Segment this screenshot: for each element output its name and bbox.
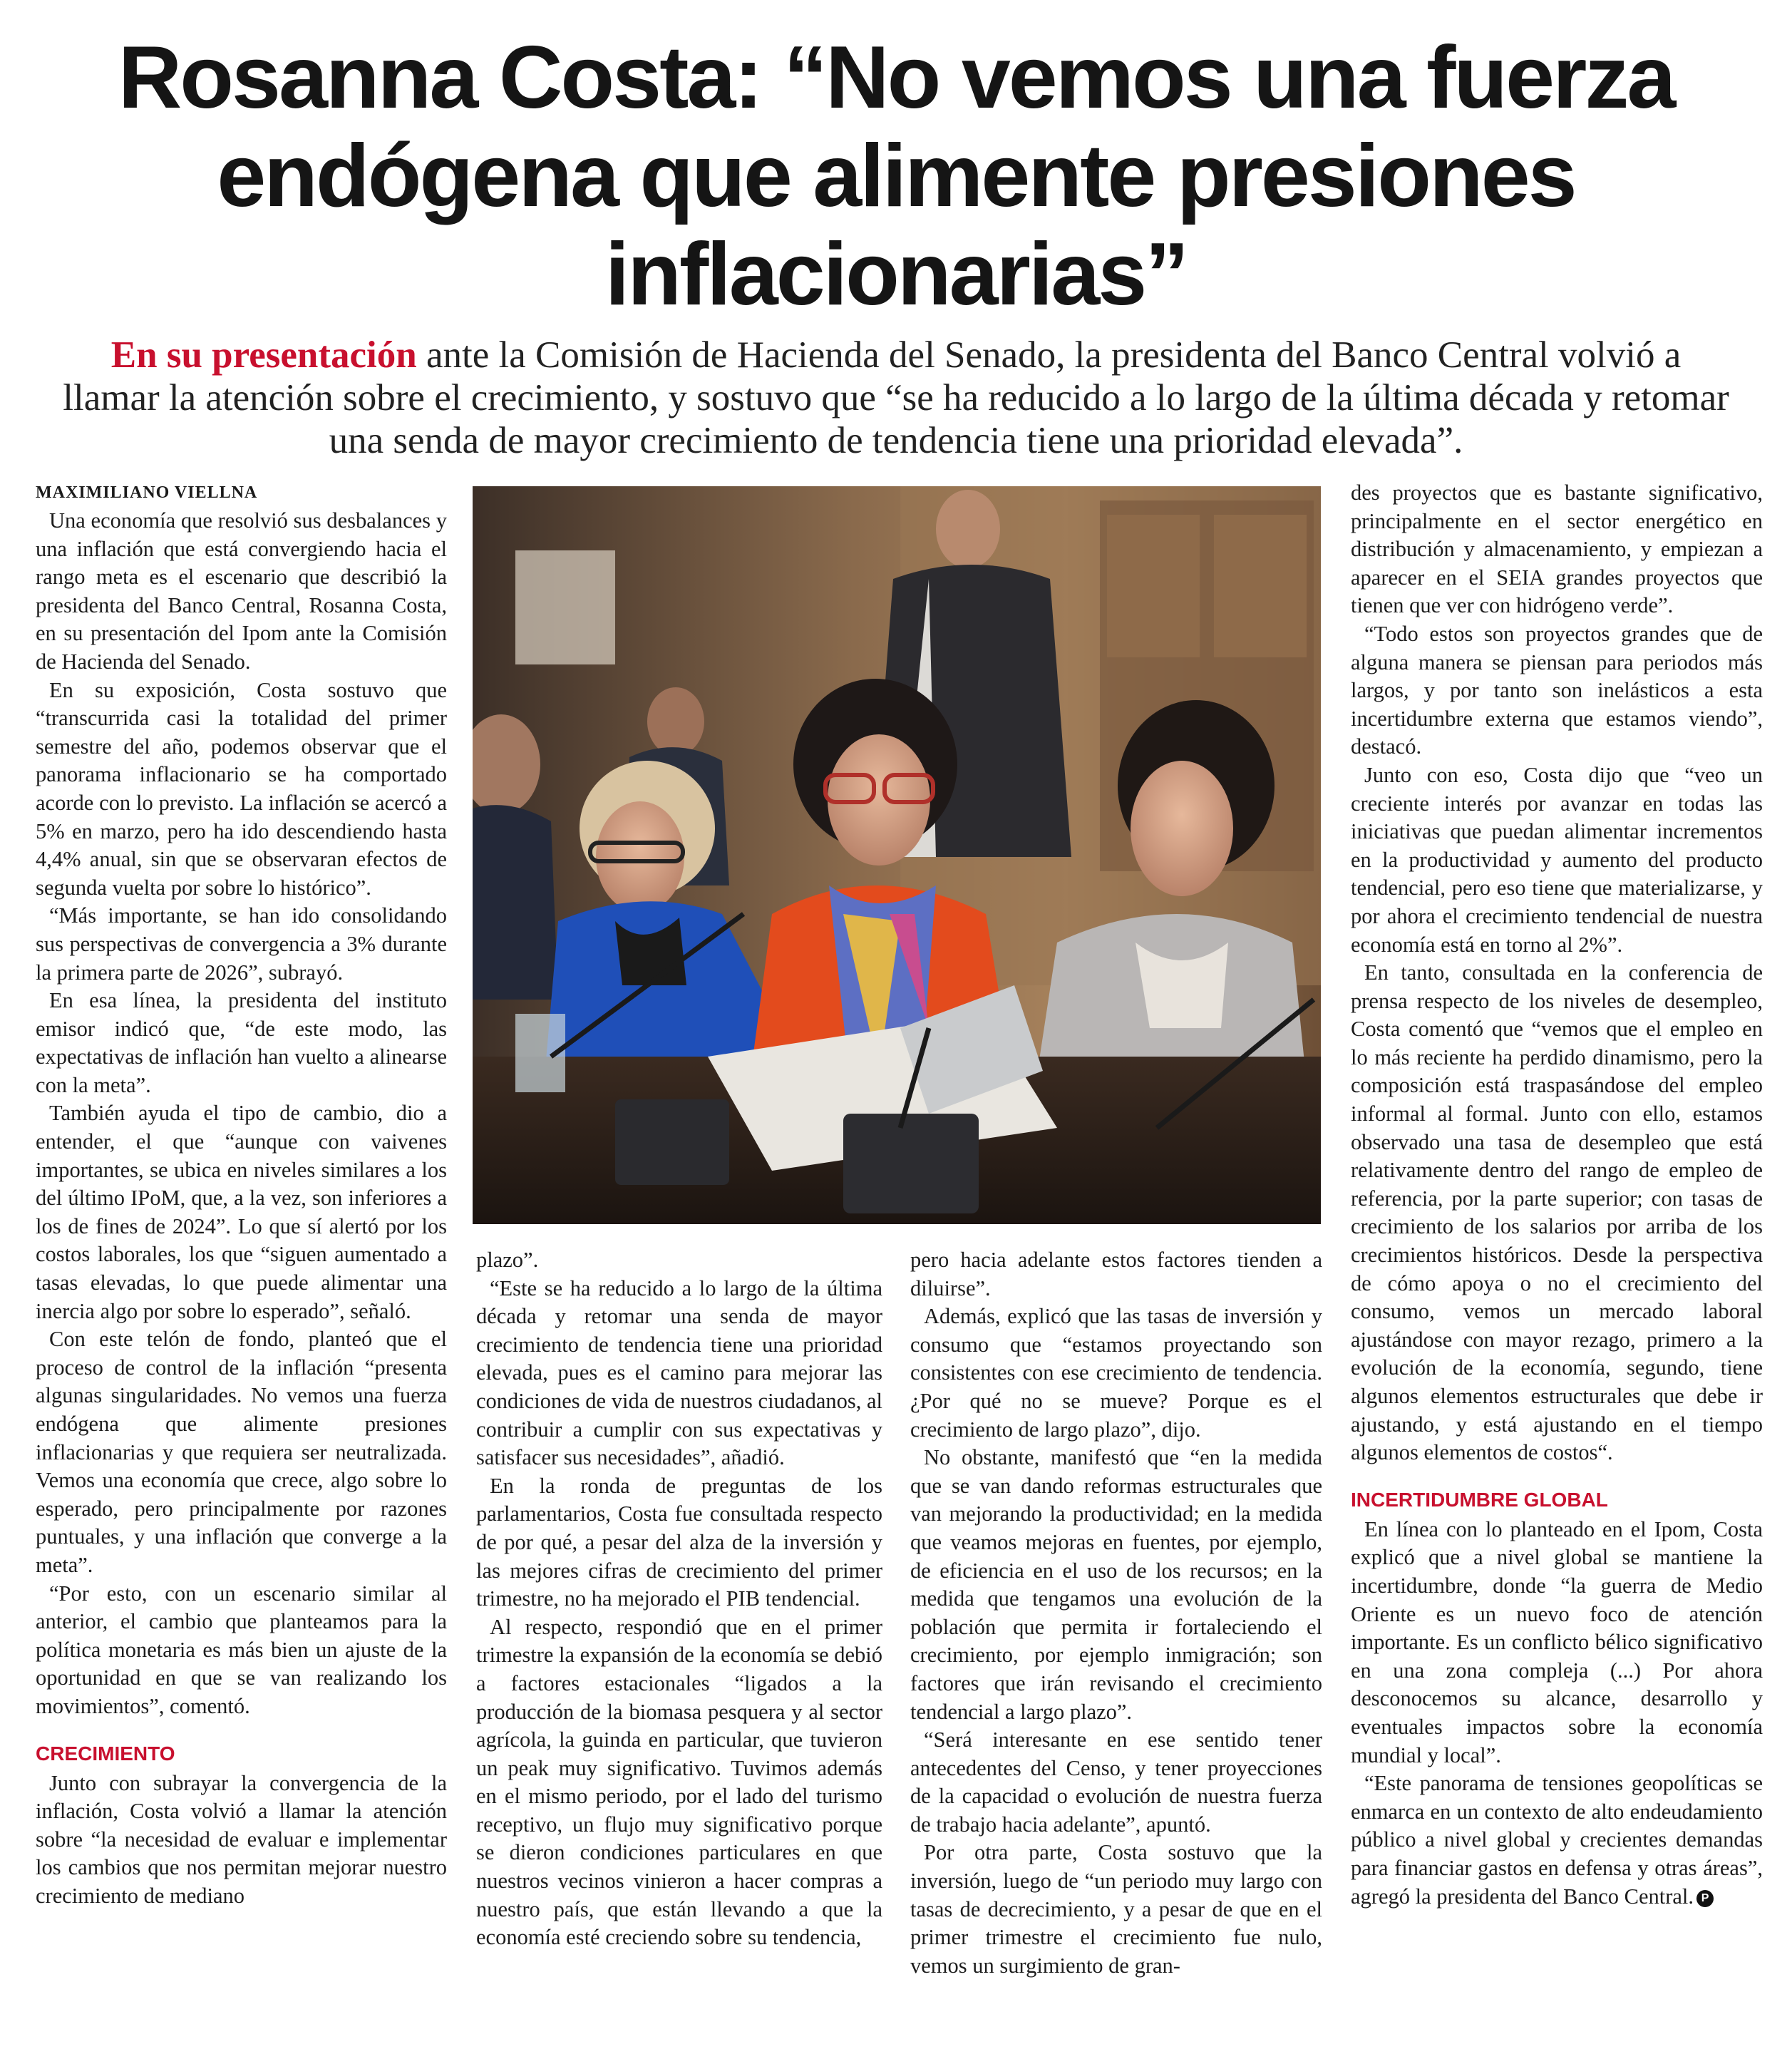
paragraph: Al respecto, respondió que en el primer trimestre la expansión de la economía se debió a factores estacionales “ligados a la producción de la biomasa pesquera y al sector agrícola, la guinda en particular, que tuvieron un peak muy significativo. Tuvimos además en el mismo periodo, por el lado del turismo receptivo, un flujo muy significativo porque se dieron condiciones particulares en que nuestros vecinos vinieron a hacer compras a nuestro país, que están llevando a que la economía esté creciendo sobre su tendencia, <box>476 1614 882 1950</box>
headline-line-1: Rosanna Costa: “No vemos una fuerza <box>118 29 1674 127</box>
section-heading-incertidumbre-global: INCERTIDUMBRE GLOBAL <box>1351 1488 1608 1511</box>
section-heading-crecimiento: CRECIMIENTO <box>36 1742 175 1765</box>
end-mark-icon: P <box>1696 1890 1714 1907</box>
article-column-3 <box>910 1246 1322 2052</box>
paragraph: También ayuda el tipo de cambio, dio a entender, el que “aunque con vaivenes importantes, se ubica en niveles similares a los del último IPoM, que, a la vez, son inferiores a los de fines de 2024”. Lo que sí alertó por los costos laborales, los que “siguen aumentado a tasas elevadas, lo que puede alimentar una inercia algo por sobre lo esperado”, señaló. <box>36 1101 447 1323</box>
paragraph: En esa línea, la presidenta del instituto emisor indicó que, “de este modo, las expectativas de inflación han vuelto a alinearse con la meta”. <box>36 988 447 1097</box>
paragraph: “Este se ha reducido a lo largo de la última década y retomar una senda de mayor crecimiento de tendencia tiene una prioridad elevada, pues es el camino para mejorar las condiciones de vida de nuestros ciudadanos, al contribuir a cumplir con sus expectativas y satisfacer sus necesidades”, añadió. <box>476 1275 882 1470</box>
paragraph: En tanto, consultada en la conferencia de prensa respecto de los niveles de desempleo, Costa comentó que “vemos que el empleo en lo más reciente ha perdido dinamismo, pero la composición está traspasándose del empleo informal al formal. Junto con ello, estamos observado una tasa de desempleo que está relativamente dentro del rango de empleo de referencia, por la parte superior; con tasas de crecimiento de los salarios por arriba de los crecimientos históricos. Desde la perspectiva de cómo apoya o no el crecimiento del consumo, vemos un mercado laboral ajustándose con mayor rezago, primero a la evolución de la economía, segundo, tiene algunos elementos estructurales que debe ir ajustando, y está ajustando en el tiempo algunos elementos de costos“. <box>1351 960 1763 1465</box>
deck-lead: En su presentación <box>110 334 417 376</box>
paragraph: “Será interesante en ese sentido tener antecedentes del Censo, y tener proyecciones de la capacidad o evolución de nuestra fuerza de trabajo hacia adelante”, apuntó. <box>910 1727 1322 1837</box>
paragraph: “Por esto, con un escenario similar al anterior, el cambio que planteamos para la política monetaria es más bien un ajuste de la oportunidad en que se van realizando los movimientos”, comentó. <box>36 1581 447 1718</box>
paragraph: Con este telón de fondo, planteó que el proceso de control de la inflación “presenta algunas singularidades. No vemos una fuerza endógena que alimente presiones inflacionarias y que requiera ser neutralizada. Vemos una economía que crece, algo sobre lo esperado, pero principalmente por razones puntuales, y una inflación que converge a la meta”. <box>36 1327 447 1577</box>
headline <box>43 29 1749 324</box>
paragraph: Junto con subrayar la convergencia de la inflación, Costa volvió a llamar la atención sobre “la necesidad de evaluar e implementar los cambios que nos permitan mejorar nuestro crecimiento de mediano <box>36 1770 447 1908</box>
headline-line-2: endógena que alimente presiones <box>217 127 1575 225</box>
article-photo <box>473 486 1321 1224</box>
paragraph-text: “Este panorama de tensiones geopolíticas se enmarca en un contexto de alto endeudamiento público a nivel global y crecientes demandas para financiar gastos en defensa y otras áreas”, agregó la presidenta del Banco Central. <box>1351 1771 1763 1909</box>
article-column-2 <box>476 1246 882 2052</box>
deck-line-1-rest: ante la Comisión de Hacienda del Senado, la presidenta del Banco Central volvió a <box>416 334 1682 376</box>
deck <box>29 334 1763 462</box>
photo-illustration <box>473 486 1321 1224</box>
paragraph: Una economía que resolvió sus desbalances y una inflación que está convergiendo hacia el rango meta es el escenario que describió la presidenta del Banco Central, Rosanna Costa, en su presentación del Ipom ante la Comisión de Hacienda del Senado. <box>36 508 447 674</box>
byline: MAXIMILIANO VIELLNA <box>36 483 258 502</box>
paragraph: Junto con eso, Costa dijo que “veo un creciente interés por avanzar en todas las iniciativas que puedan alimentar incrementos en la productividad y aumento del producto tendencial, pero eso tiene que materializarse, y por ahora el crecimiento tendencial de nuestra economía está en torno al 2%”. <box>1351 762 1763 957</box>
paragraph: En la ronda de preguntas de los parlamentarios, Costa fue consultada respecto de por qué, a pesar del alza de la inversión y las mejores cifras de crecimiento del primer trimestre, no ha mejorado el PIB tendencial. <box>476 1473 882 1611</box>
paragraph: En su exposición, Costa sostuvo que “transcurrida casi la totalidad del primer semestre del año, podemos observar que el panorama inflacionario se ha comportado acorde con lo previsto. La inflación se acercó a 5% en marzo, pero ha ido descendiendo hasta 4,4% anual, sin que se observaran efectos de segunda vuelta por sobre lo histórico”. <box>36 677 447 900</box>
headline-line-3: inflacionarias” <box>604 225 1188 324</box>
article-column-1 <box>36 479 447 2051</box>
paragraph: Por otra parte, Costa sostuvo que la inversión, luego de “un periodo muy largo con tasas de decrecimiento, y a pesar de que en el primer trimestre el crecimiento fue nulo, vemos un surgimiento de gran- <box>910 1840 1322 1978</box>
paragraph: No obstante, manifestó que “en la medida que se van dando reformas estructurales que van mejorando la productividad; en la medida que veamos mejoras en fuentes, por ejemplo, de eficiencia en el uso de los recursos; en la medida que tengamos una evolución de la población que permita ir fortaleciendo el crecimiento, por ejemplo inmigración; son factores que irán revisando el crecimiento tendencial a largo plazo”. <box>910 1445 1322 1724</box>
deck-line-2: llamar la atención sobre el crecimiento, y sostuvo que “se ha reducido a lo largo de la última década y retomar <box>63 377 1729 419</box>
paragraph: “Todo estos son proyectos grandes que de alguna manera se piensan para periodos más largos, y por tanto son inelásticos a esta incertidumbre externa que estamos viendo”, destacó. <box>1351 621 1763 759</box>
paragraph <box>1351 1770 1763 1911</box>
paragraph: pero hacia adelante estos factores tienden a diluirse”. <box>910 1248 1322 1300</box>
deck-line-1 <box>29 334 1763 376</box>
paragraph: Además, explicó que las tasas de inversión y consumo que “estamos proyectando son consistentes con ese crecimiento de tendencia. ¿Por qué no se mueve? Porque es el crecimiento de largo plazo”, dijo. <box>910 1304 1322 1442</box>
paragraph: En línea con lo planteado en el Ipom, Costa explicó que a nivel global se mantiene la incertidumbre, donde “la guerra de Medio Oriente es un nuevo foco de atención importante. Es un conflicto bélico significativo en una zona compleja (...) Por ahora desconocemos su alcance, desarrollo y eventuales impactos sobre la economía mundial y local”. <box>1351 1516 1763 1767</box>
paragraph: des proyectos que es bastante significativo, principalmente en el sector energético en distribución y almacenamiento, y empiezan a aparecer en el SEIA grandes proyectos que tienen que ver con hidrógeno verde”. <box>1351 481 1763 618</box>
article-column-4 <box>1351 479 1763 2051</box>
deck-line-3: una senda de mayor crecimiento de tendencia tiene una prioridad elevada”. <box>329 420 1463 461</box>
paragraph: “Más importante, se han ido consolidando sus perspectivas de convergencia a 3% durante la primera parte de 2026”, subrayó. <box>36 903 447 985</box>
paragraph: plazo”. <box>476 1248 539 1272</box>
